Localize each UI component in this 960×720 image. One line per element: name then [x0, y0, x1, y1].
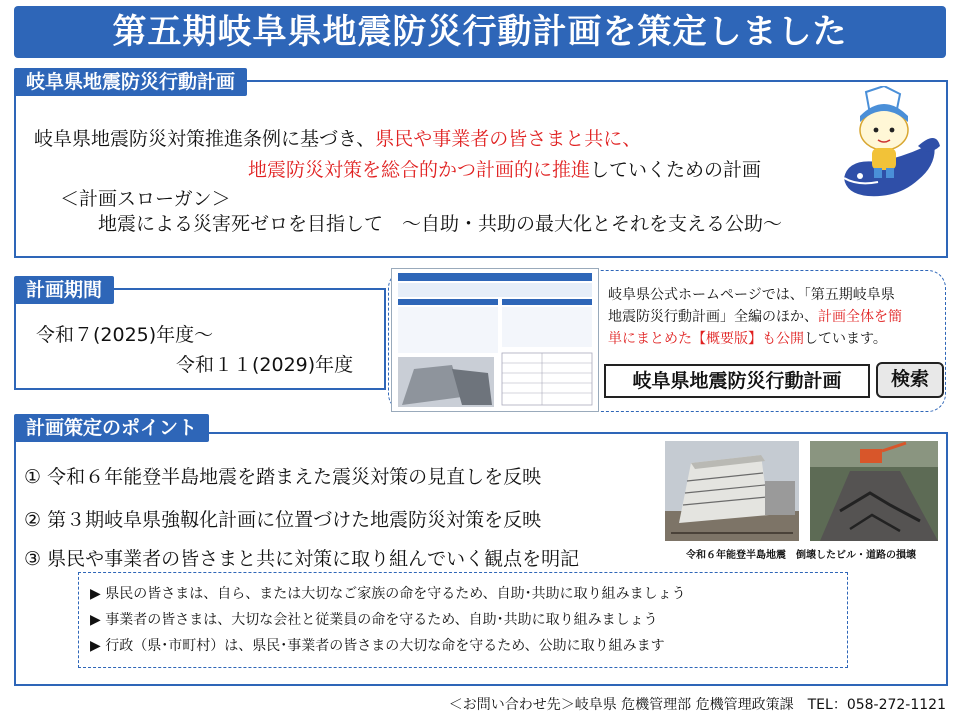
point-1: ① 令和６年能登半島地震を踏まえた震災対策の見直しを反映 — [24, 466, 542, 488]
homepage-text-line1: 岐阜県公式ホームページでは、「第五期岐阜県 — [608, 287, 895, 303]
plan-period-start: 令和７(2025)年度～ — [36, 324, 214, 346]
homepage-text-line3: 単にまとめた【概要版】も公開しています。 — [608, 331, 887, 347]
homepage-text-line2: 地震防災行動計画」全編のほか、計画全体を簡 — [608, 309, 902, 325]
slogan-text: 地震による災害死ゼロを目指して ～自助・共助の最大化とそれを支える公助～ — [98, 213, 783, 235]
search-button[interactable]: 検索 — [876, 362, 944, 398]
plan-description-line1: 岐阜県地震防災対策推進条例に基づき、県民や事業者の皆さまと共に、 — [34, 128, 642, 150]
plan-points-tab: 計画策定のポイント — [14, 414, 209, 442]
page-title: 第五期岐阜県地震防災行動計画を策定しました — [14, 6, 946, 58]
bullet-government: ▶ 行政（県･市町村）は、県民･事業者の皆さまの大切な命を守るため、公助に取り組みます — [90, 638, 665, 654]
plan-overview-tab: 岐阜県地震防災行動計画 — [14, 68, 247, 96]
search-term-box[interactable]: 岐阜県地震防災行動計画 — [604, 364, 870, 398]
slogan-label: ＜計画スローガン＞ — [60, 188, 231, 210]
bullet-businesses: ▶ 事業者の皆さまは、大切な会社と従業員の命を守るため、自助･共助に取り組みましょう — [90, 612, 658, 628]
collapsed-building-photo — [665, 441, 799, 541]
point-2: ② 第３期岐阜県強靱化計画に位置づけた地震防災対策を反映 — [24, 509, 542, 531]
bullet-residents: ▶ 県民の皆さまは、自ら、または大切なご家族の命を守るため、自助･共助に取り組みましょう — [90, 586, 686, 602]
damaged-road-photo — [810, 441, 938, 541]
document-thumbnail-graphic — [392, 269, 598, 411]
plan-period-tab: 計画期間 — [14, 276, 114, 304]
photo-caption: 令和６年能登半島地震 倒壊したビル・道路の損壊 — [686, 550, 916, 561]
contact-footer: ＜お問い合わせ先＞岐阜県 危機管理部 危機管理政策課 TEL：058-272-1121 — [448, 697, 946, 713]
overview-document-thumbnail — [391, 268, 599, 412]
mascot-illustration — [838, 86, 942, 206]
plan-period-end: 令和１１(2029)年度 — [176, 354, 354, 376]
plan-description-line2: 地震防災対策を総合的かつ計画的に推進していくための計画 — [248, 159, 762, 181]
point-3: ③ 県民や事業者の皆さまと共に対策に取り組んでいく観点を明記 — [24, 548, 580, 570]
